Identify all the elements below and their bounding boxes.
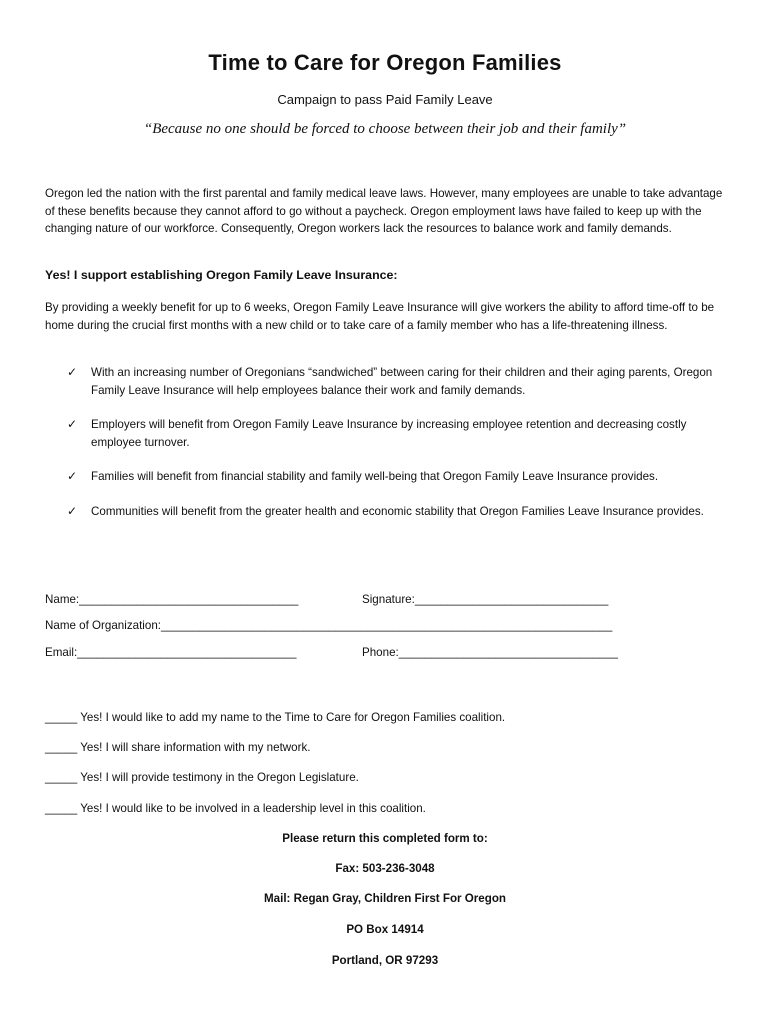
intro-paragraph: Oregon led the nation with the first parental and family medical leave laws. However, many employees are unable to take advantage of these benefits because they cannot afford to go without a paycheck. Oregon employment laws have failed to keep up with the changing nature of our workforce. Consequently, Oregon workers lack the resources to balance work and family demands. <box>45 187 723 235</box>
support-paragraph: By providing a weekly benefit for up to 6 weeks, Oregon Family Leave Insurance will give workers the ability to afford time-off to be home during the crucial first months with a new child or to take care of a family member who has a life-threatening illness. <box>45 301 715 332</box>
checkmark-icon: ✓ <box>67 417 78 431</box>
email-field[interactable]: Email:__________________________________ <box>45 646 297 659</box>
benefit-bullet-text: Employers will benefit from Oregon Family Leave Insurance by increasing employee retention and decreasing costly employee turnover. <box>91 418 687 449</box>
option-add-name[interactable]: _____ Yes! I would like to add my name to the Time to Care for Oregon Families coalition. <box>45 711 506 724</box>
signature-field[interactable]: Signature:______________________________ <box>362 593 609 606</box>
name-field[interactable]: Name:__________________________________ <box>45 593 299 606</box>
return-pobox: PO Box 14914 <box>346 923 424 936</box>
benefit-bullet-text: With an increasing number of Oregonians “sandwiched” between caring for their children and their aging parents, Oregon Family Leave Insurance will help employees balance their work and family demands. <box>91 366 713 397</box>
return-heading: Please return this completed form to: <box>282 832 488 845</box>
support-heading: Yes! I support establishing Oregon Family Leave Insurance: <box>45 268 398 282</box>
option-leadership[interactable]: _____ Yes! I would like to be involved in a leadership level in this coalition. <box>45 802 426 815</box>
checkmark-icon: ✓ <box>67 469 78 483</box>
benefit-bullet <box>67 468 727 486</box>
option-share-info[interactable]: _____ Yes! I will share information with my network. <box>45 741 311 754</box>
return-city: Portland, OR 97293 <box>331 954 439 967</box>
return-mail: Mail: Regan Gray, Children First For Oregon <box>264 892 506 905</box>
document-subtitle: Campaign to pass Paid Family Leave <box>277 92 493 107</box>
organization-field[interactable]: Name of Organization:______________________________________________________________________ <box>45 619 613 632</box>
checkmark-icon: ✓ <box>67 504 78 518</box>
phone-field[interactable]: Phone:__________________________________ <box>362 646 618 659</box>
campaign-quote: “Because no one should be forced to choose between their job and their family” <box>143 121 627 137</box>
return-fax: Fax: 503-236-3048 <box>335 862 435 875</box>
document-title: Time to Care for Oregon Families <box>208 50 562 75</box>
benefit-bullet <box>67 503 727 521</box>
benefit-bullet-text: Families will benefit from financial stability and family well-being that Oregon Family Leave Insurance provides. <box>91 470 659 483</box>
benefit-bullet <box>67 416 727 451</box>
benefit-bullet-text: Communities will benefit from the greater health and economic stability that Oregon Families Leave Insurance provides. <box>91 505 704 518</box>
option-testimony[interactable]: _____ Yes! I will provide testimony in the Oregon Legislature. <box>45 771 359 784</box>
benefit-bullet <box>67 364 727 399</box>
checkmark-icon: ✓ <box>67 365 78 379</box>
